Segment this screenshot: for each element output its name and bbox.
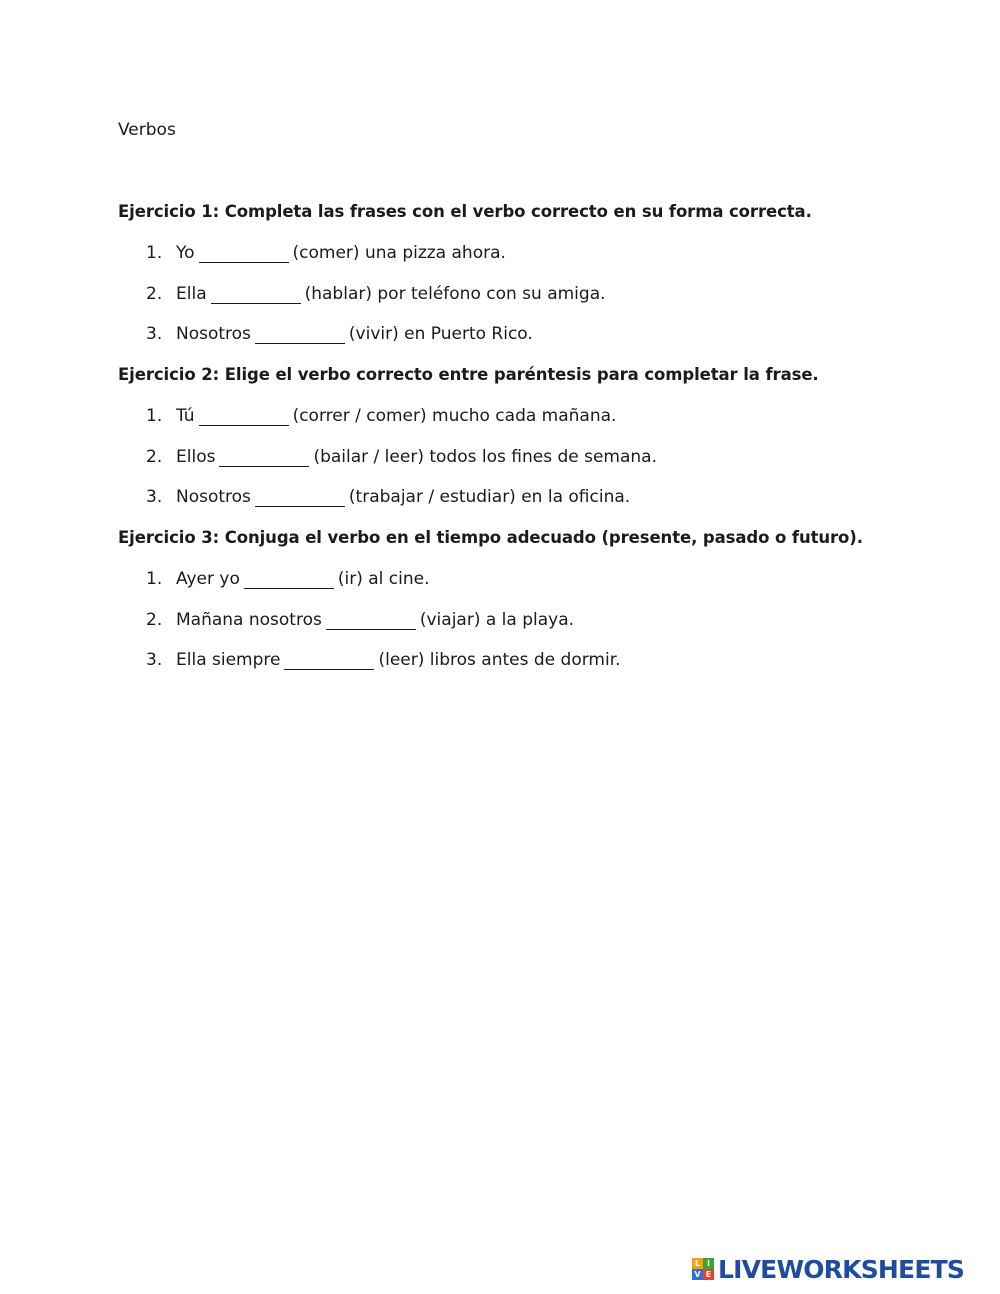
item-number: 3. (146, 324, 163, 344)
item-text-before: Ayer yo (176, 569, 240, 589)
item-number: 1. (146, 243, 163, 263)
item-text-before: Nosotros (176, 324, 251, 344)
item-text-after: (trabajar / estudiar) en la oficina. (348, 487, 631, 507)
liveworksheets-logo (692, 1254, 964, 1284)
answer-blank-input[interactable] (219, 448, 309, 467)
answer-blank-input[interactable] (255, 488, 345, 507)
item-number: 2. (146, 447, 163, 467)
exercise-3-item-3 (146, 649, 621, 671)
exercise-1-item-2 (146, 283, 606, 305)
answer-blank-input[interactable] (199, 407, 289, 426)
item-text-after: (viajar) a la playa. (419, 610, 575, 630)
answer-blank-input[interactable] (199, 244, 289, 263)
item-number: 1. (146, 406, 163, 426)
item-text-after: (comer) una pizza ahora. (292, 243, 506, 263)
item-text-before: Ellos (176, 447, 216, 467)
item-text-after: (correr / comer) mucho cada mañana. (292, 406, 617, 426)
item-number: 3. (146, 487, 163, 507)
item-text-after: (ir) al cine. (337, 569, 430, 589)
item-text-before: Ella siempre (176, 650, 281, 670)
answer-blank-input[interactable] (255, 325, 345, 344)
exercise-2-heading: Ejercicio 2: Elige el verbo correcto entre paréntesis para completar la frase. (118, 365, 819, 384)
item-text-before: Mañana nosotros (176, 610, 322, 630)
exercise-2-item-1 (146, 405, 616, 427)
exercise-2-item-3 (146, 486, 630, 508)
item-text-before: Yo (176, 243, 195, 263)
answer-blank-input[interactable] (211, 285, 301, 304)
item-number: 2. (146, 610, 163, 630)
answer-blank-input[interactable] (326, 611, 416, 630)
item-text-before: Nosotros (176, 487, 251, 507)
logo-mark-letter: L (692, 1258, 703, 1269)
answer-blank-input[interactable] (284, 651, 374, 670)
item-number: 1. (146, 569, 163, 589)
answer-blank-input[interactable] (244, 570, 334, 589)
item-number: 2. (146, 284, 163, 304)
exercise-1-heading: Ejercicio 1: Completa las frases con el verbo correcto en su forma correcta. (118, 202, 812, 221)
document-title: Verbos (118, 120, 176, 140)
exercise-2-item-2 (146, 446, 657, 468)
item-text-after: (vivir) en Puerto Rico. (348, 324, 533, 344)
item-text-before: Ella (176, 284, 207, 304)
item-number: 3. (146, 650, 163, 670)
exercise-3-heading: Ejercicio 3: Conjuga el verbo en el tiempo adecuado (presente, pasado o futuro). (118, 528, 863, 547)
exercise-3-item-1 (146, 568, 430, 590)
item-text-after: (hablar) por teléfono con su amiga. (304, 284, 606, 304)
exercise-1-item-3 (146, 323, 533, 345)
liveworksheets-mark-icon (692, 1258, 714, 1280)
item-text-after: (leer) libros antes de dormir. (378, 650, 621, 670)
logo-mark-letter: I (703, 1258, 714, 1269)
logo-text: LIVEWORKSHEETS (718, 1254, 965, 1284)
exercise-1-item-1 (146, 242, 506, 264)
logo-mark-letter: E (703, 1269, 714, 1280)
item-text-before: Tú (176, 406, 195, 426)
exercise-3-item-2 (146, 609, 574, 631)
logo-mark-letter: V (692, 1269, 703, 1280)
item-text-after: (bailar / leer) todos los fines de semana. (313, 447, 657, 467)
